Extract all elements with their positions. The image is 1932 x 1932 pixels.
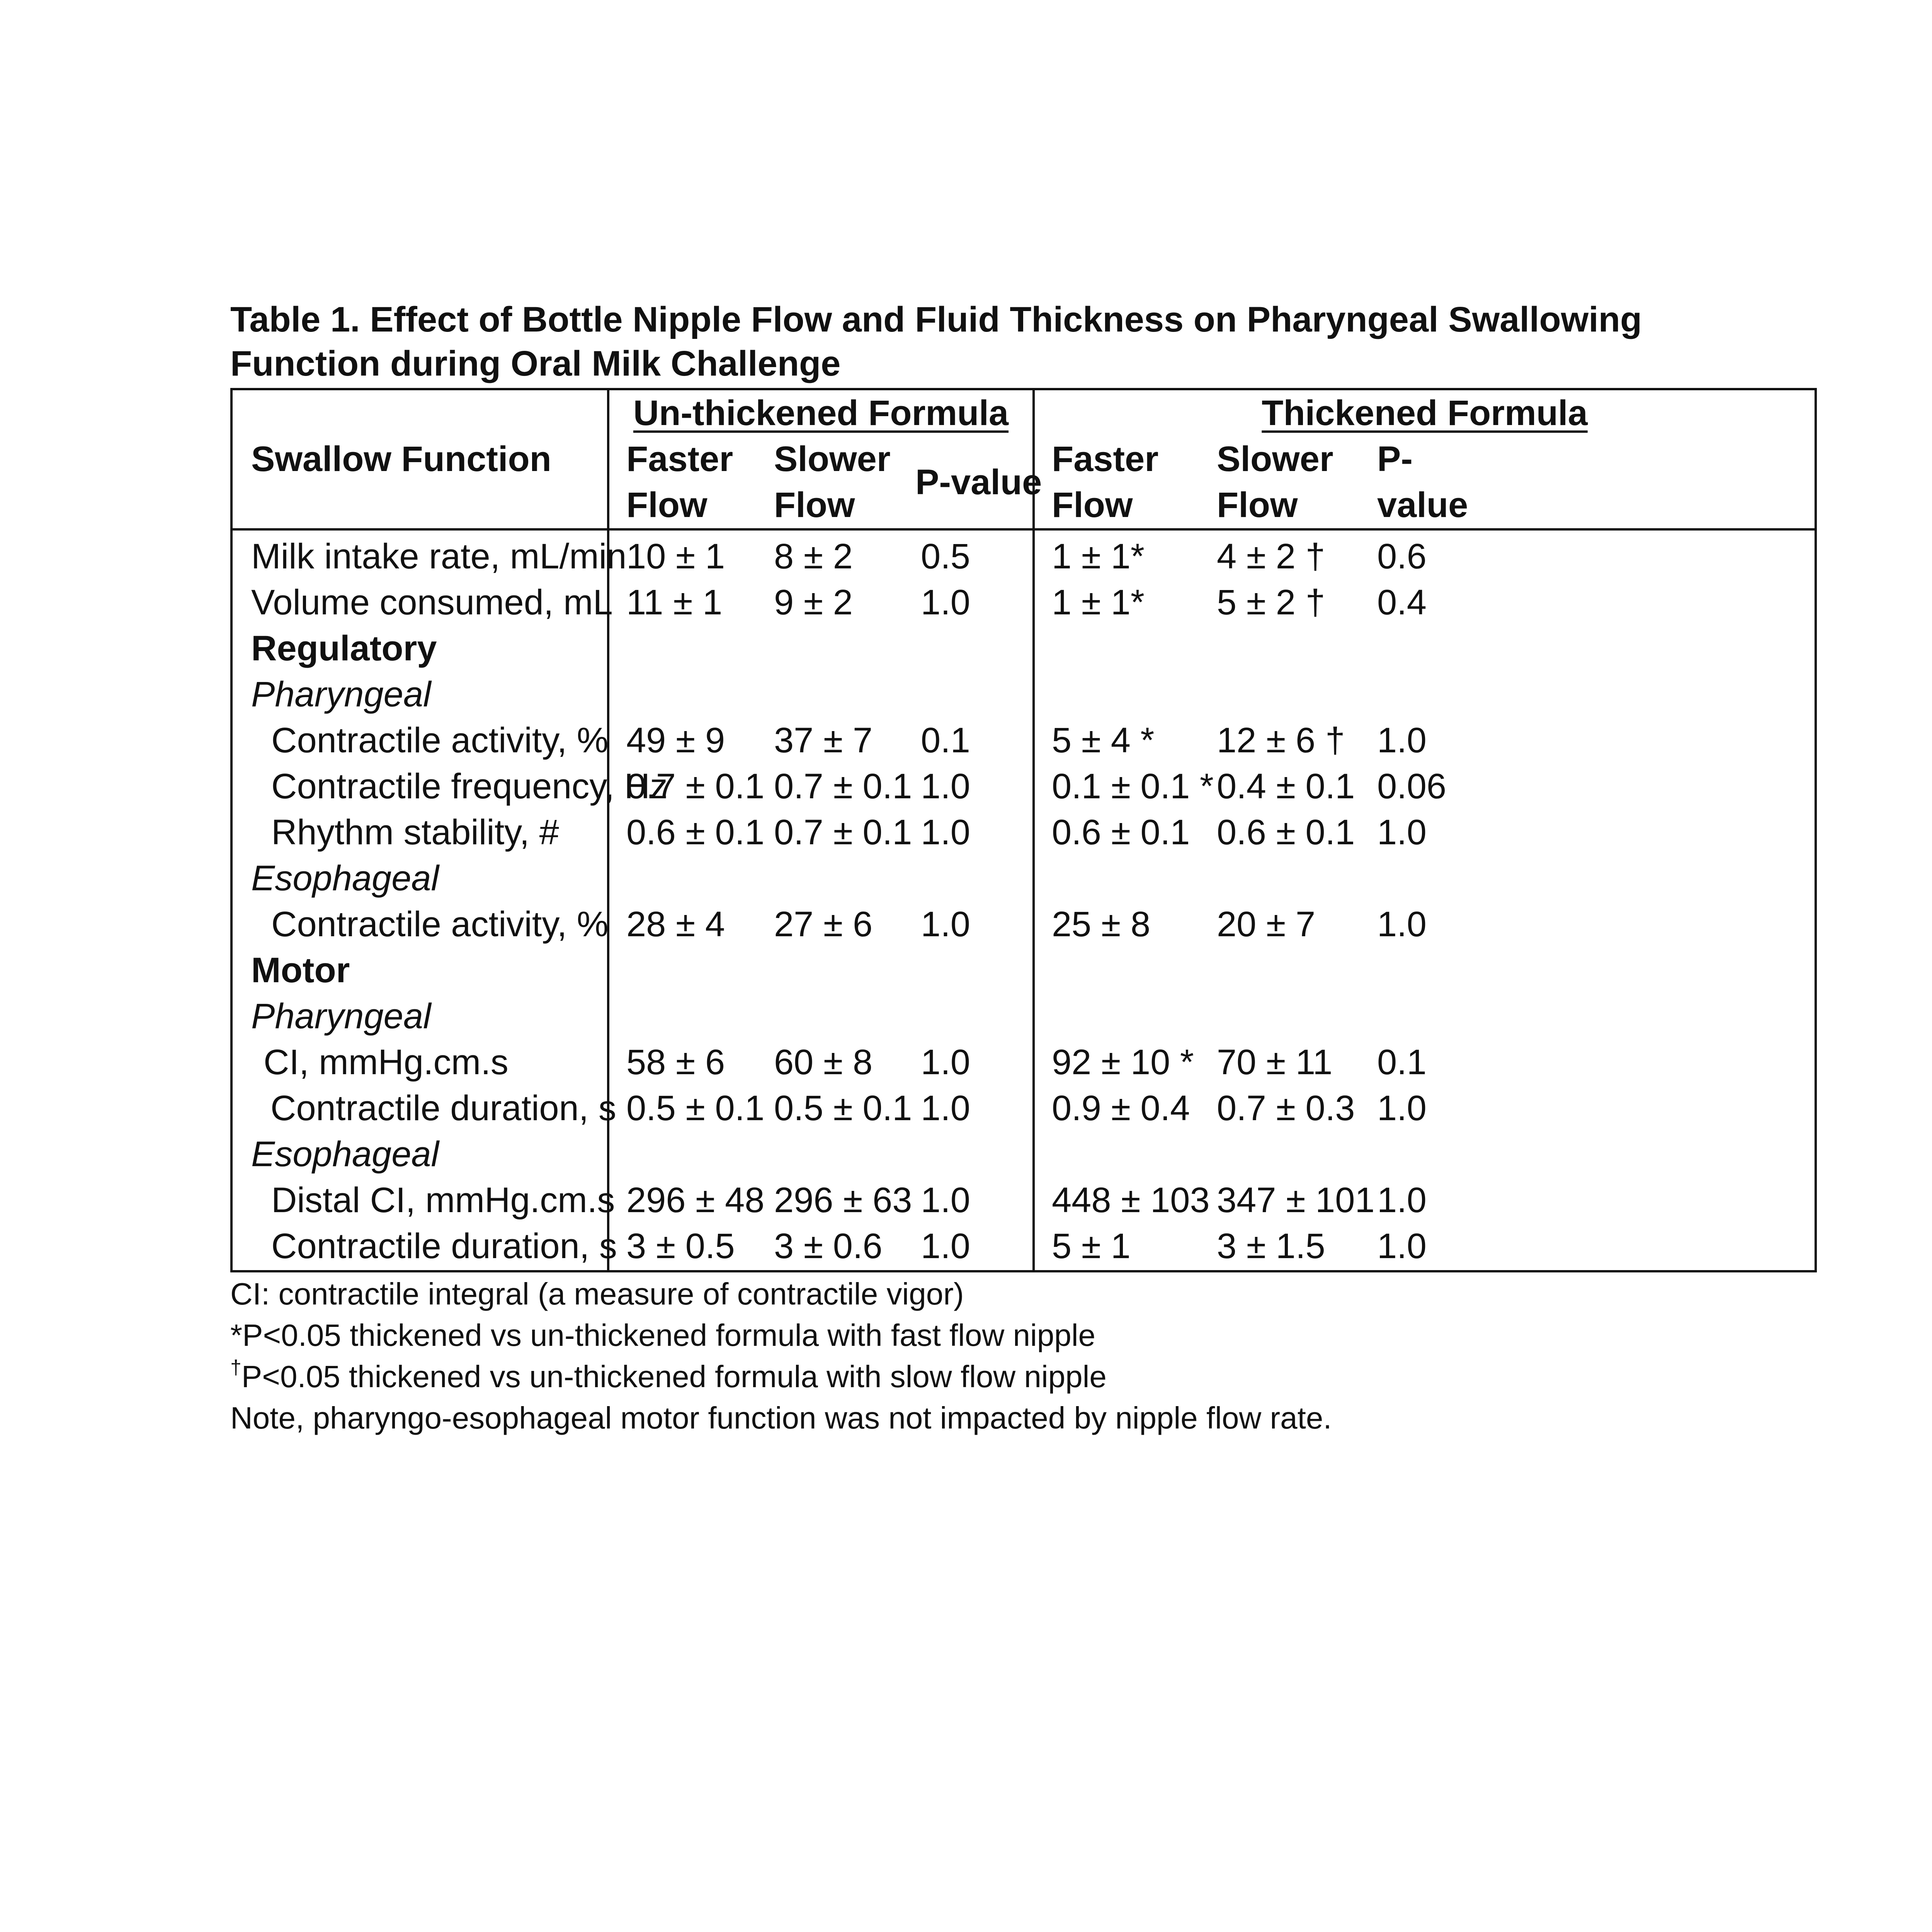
cell-t-slower: 12 ± 6 † [1217, 721, 1345, 760]
cell-t-slower: 0.7 ± 0.3 [1217, 1088, 1355, 1128]
header-t-slower [1200, 436, 1360, 529]
cell-u-faster: 58 ± 6 [626, 1043, 725, 1082]
cell-u-faster: 10 ± 1 [626, 537, 725, 576]
table-row [231, 1039, 1816, 1085]
dagger-mark: † [230, 1356, 242, 1379]
row-label: Contractile frequency, Hz [231, 764, 608, 810]
cell-u-slower: 296 ± 63 [774, 1180, 912, 1220]
row-label: Contractile duration, s [231, 1085, 608, 1131]
header-u-faster-1: Faster [626, 439, 733, 479]
footnote-note: Note, pharyngo-esophageal motor function was not impacted by nipple flow rate. [230, 1401, 1332, 1435]
cell-u-faster: 3 ± 0.5 [626, 1226, 735, 1266]
cell-t-slower: 0.6 ± 0.1 [1217, 813, 1355, 852]
cell-t-pvalue: 1.0 [1377, 905, 1427, 944]
cell-t-faster: 0.6 ± 0.1 [1052, 813, 1190, 852]
header-u-pvalue: P-value [904, 436, 1034, 529]
cell-u-pvalue: 1.0 [904, 810, 1034, 855]
table-row-subsection [231, 672, 1816, 718]
cell-u-faster: 11 ± 1 [626, 583, 723, 622]
cell-u-pvalue: 1.0 [904, 1177, 1034, 1223]
cell-u-pvalue: 1.0 [904, 901, 1034, 947]
cell-t-pvalue: 1.0 [1377, 1088, 1427, 1128]
table-caption [230, 298, 1815, 386]
cell-u-slower: 0.7 ± 0.1 [774, 767, 912, 806]
cell-u-slower: 0.7 ± 0.1 [774, 813, 912, 852]
cell-t-pvalue: 1.0 [1377, 1226, 1427, 1266]
section-regulatory: Regulatory [231, 626, 608, 672]
header-u-faster-2: Flow [626, 485, 707, 525]
header-t-slower-1: Slower [1217, 439, 1333, 479]
caption-line-2: Function during Oral Milk Challenge [230, 344, 841, 383]
cell-t-slower: 0.4 ± 0.1 [1217, 767, 1355, 806]
cell-t-faster: 92 ± 10 * [1052, 1043, 1194, 1082]
cell-t-pvalue: 1.0 [1377, 721, 1427, 760]
header-t-faster-1: Faster [1052, 439, 1159, 479]
table-row [231, 580, 1816, 626]
header-group-unthickened [608, 389, 1034, 436]
header-group-thickened-label: Thickened Formula [1262, 393, 1588, 433]
row-label: CI, mmHg.cm.s [231, 1039, 608, 1085]
footnote-star: *P<0.05 thickened vs un-thickened formula with fast flow nipple [230, 1318, 1096, 1352]
table-row [231, 718, 1816, 764]
table-row [231, 529, 1816, 580]
header-swallow-function: Swallow Function [231, 389, 608, 529]
row-label: Milk intake rate, mL/min [231, 529, 608, 580]
cell-u-pvalue: 0.5 [904, 529, 1034, 580]
table-row-section [231, 626, 1816, 672]
header-group-unthickened-label: Un-thickened Formula [633, 393, 1009, 433]
table-row [231, 810, 1816, 855]
document [230, 298, 1815, 1439]
header-group-thickened [1034, 389, 1816, 436]
cell-t-faster: 0.1 ± 0.1 * [1052, 767, 1214, 806]
header-t-pvalue-2: value [1377, 485, 1468, 525]
cell-t-slower: 20 ± 7 [1217, 905, 1316, 944]
cell-t-slower: 347 ± 101 [1217, 1180, 1375, 1220]
cell-t-faster: 25 ± 8 [1052, 905, 1151, 944]
cell-t-pvalue: 1.0 [1377, 1180, 1427, 1220]
cell-u-slower: 9 ± 2 [774, 583, 853, 622]
header-t-faster-2: Flow [1052, 485, 1133, 525]
section-motor: Motor [231, 947, 608, 993]
row-label: Distal CI, mmHg.cm.s [231, 1177, 608, 1223]
results-table [230, 388, 1817, 1272]
cell-u-pvalue: 1.0 [904, 1223, 1034, 1271]
cell-t-faster: 5 ± 4 * [1052, 721, 1155, 760]
cell-u-slower: 3 ± 0.6 [774, 1226, 883, 1266]
table-row [231, 764, 1816, 810]
cell-u-faster: 0.7 ± 0.1 [626, 767, 765, 806]
subsection-esophageal: Esophageal [231, 1131, 608, 1177]
cell-u-slower: 27 ± 6 [774, 905, 873, 944]
cell-t-faster: 0.9 ± 0.4 [1052, 1088, 1190, 1128]
table-row [231, 901, 1816, 947]
footnote-dagger [230, 1356, 1815, 1397]
footnote-ci: CI: contractile integral (a measure of contractile vigor) [230, 1277, 964, 1311]
cell-t-faster: 1 ± 1* [1052, 583, 1145, 622]
cell-u-pvalue: 1.0 [904, 764, 1034, 810]
cell-u-slower: 8 ± 2 [774, 537, 853, 576]
cell-t-faster: 5 ± 1 [1052, 1226, 1131, 1266]
table-row-subsection [231, 855, 1816, 901]
table-row [231, 1223, 1816, 1271]
subsection-pharyngeal: Pharyngeal [231, 672, 608, 718]
cell-t-slower: 70 ± 11 [1217, 1043, 1333, 1082]
caption-line-1: Table 1. Effect of Bottle Nipple Flow and Fluid Thickness on Pharyngeal Swallowing [230, 300, 1642, 339]
header-u-slower-2: Flow [774, 485, 855, 525]
cell-u-pvalue: 1.0 [904, 580, 1034, 626]
table-footnotes [230, 1273, 1815, 1439]
cell-u-faster: 0.6 ± 0.1 [626, 813, 765, 852]
row-label: Contractile activity, % [231, 901, 608, 947]
row-label: Volume consumed, mL [231, 580, 608, 626]
table-row [231, 1177, 1816, 1223]
footnote-dagger-text: P<0.05 thickened vs un-thickened formula with slow flow nipple [241, 1359, 1107, 1394]
row-label: Rhythm stability, # [231, 810, 608, 855]
header-u-slower [757, 436, 904, 529]
row-label: Contractile duration, s [231, 1223, 608, 1271]
header-t-slower-2: Flow [1217, 485, 1298, 525]
header-t-pvalue-1: P- [1377, 439, 1413, 479]
cell-u-faster: 49 ± 9 [626, 721, 725, 760]
cell-u-slower: 37 ± 7 [774, 721, 873, 760]
cell-u-slower: 0.5 ± 0.1 [774, 1088, 912, 1128]
row-label: Contractile activity, % [231, 718, 608, 764]
cell-t-faster: 1 ± 1* [1052, 537, 1145, 576]
header-u-slower-1: Slower [774, 439, 891, 479]
cell-u-faster: 28 ± 4 [626, 905, 725, 944]
cell-t-pvalue: 0.1 [1377, 1043, 1427, 1082]
cell-t-pvalue: 1.0 [1377, 813, 1427, 852]
cell-t-faster: 448 ± 103 [1052, 1180, 1210, 1220]
subsection-pharyngeal: Pharyngeal [231, 993, 608, 1039]
cell-t-slower: 5 ± 2 † [1217, 583, 1325, 622]
table-row [231, 1085, 1816, 1131]
cell-u-pvalue: 0.1 [904, 718, 1034, 764]
cell-t-slower: 4 ± 2 † [1217, 537, 1325, 576]
table-row-subsection [231, 1131, 1816, 1177]
cell-u-pvalue: 1.0 [904, 1085, 1034, 1131]
cell-u-faster: 0.5 ± 0.1 [626, 1088, 765, 1128]
cell-t-slower: 3 ± 1.5 [1217, 1226, 1325, 1266]
subsection-esophageal: Esophageal [231, 855, 608, 901]
header-u-faster [608, 436, 757, 529]
cell-u-faster: 296 ± 48 [626, 1180, 765, 1220]
header-t-pvalue [1360, 436, 1816, 529]
table-row-section [231, 947, 1816, 993]
cell-u-pvalue: 1.0 [904, 1039, 1034, 1085]
cell-u-slower: 60 ± 8 [774, 1043, 873, 1082]
cell-t-pvalue: 0.6 [1377, 537, 1427, 576]
cell-t-pvalue: 0.4 [1377, 583, 1427, 622]
cell-t-pvalue: 0.06 [1377, 767, 1447, 806]
header-t-faster [1034, 436, 1200, 529]
header-row-groups [231, 389, 1816, 436]
table-row-subsection [231, 993, 1816, 1039]
